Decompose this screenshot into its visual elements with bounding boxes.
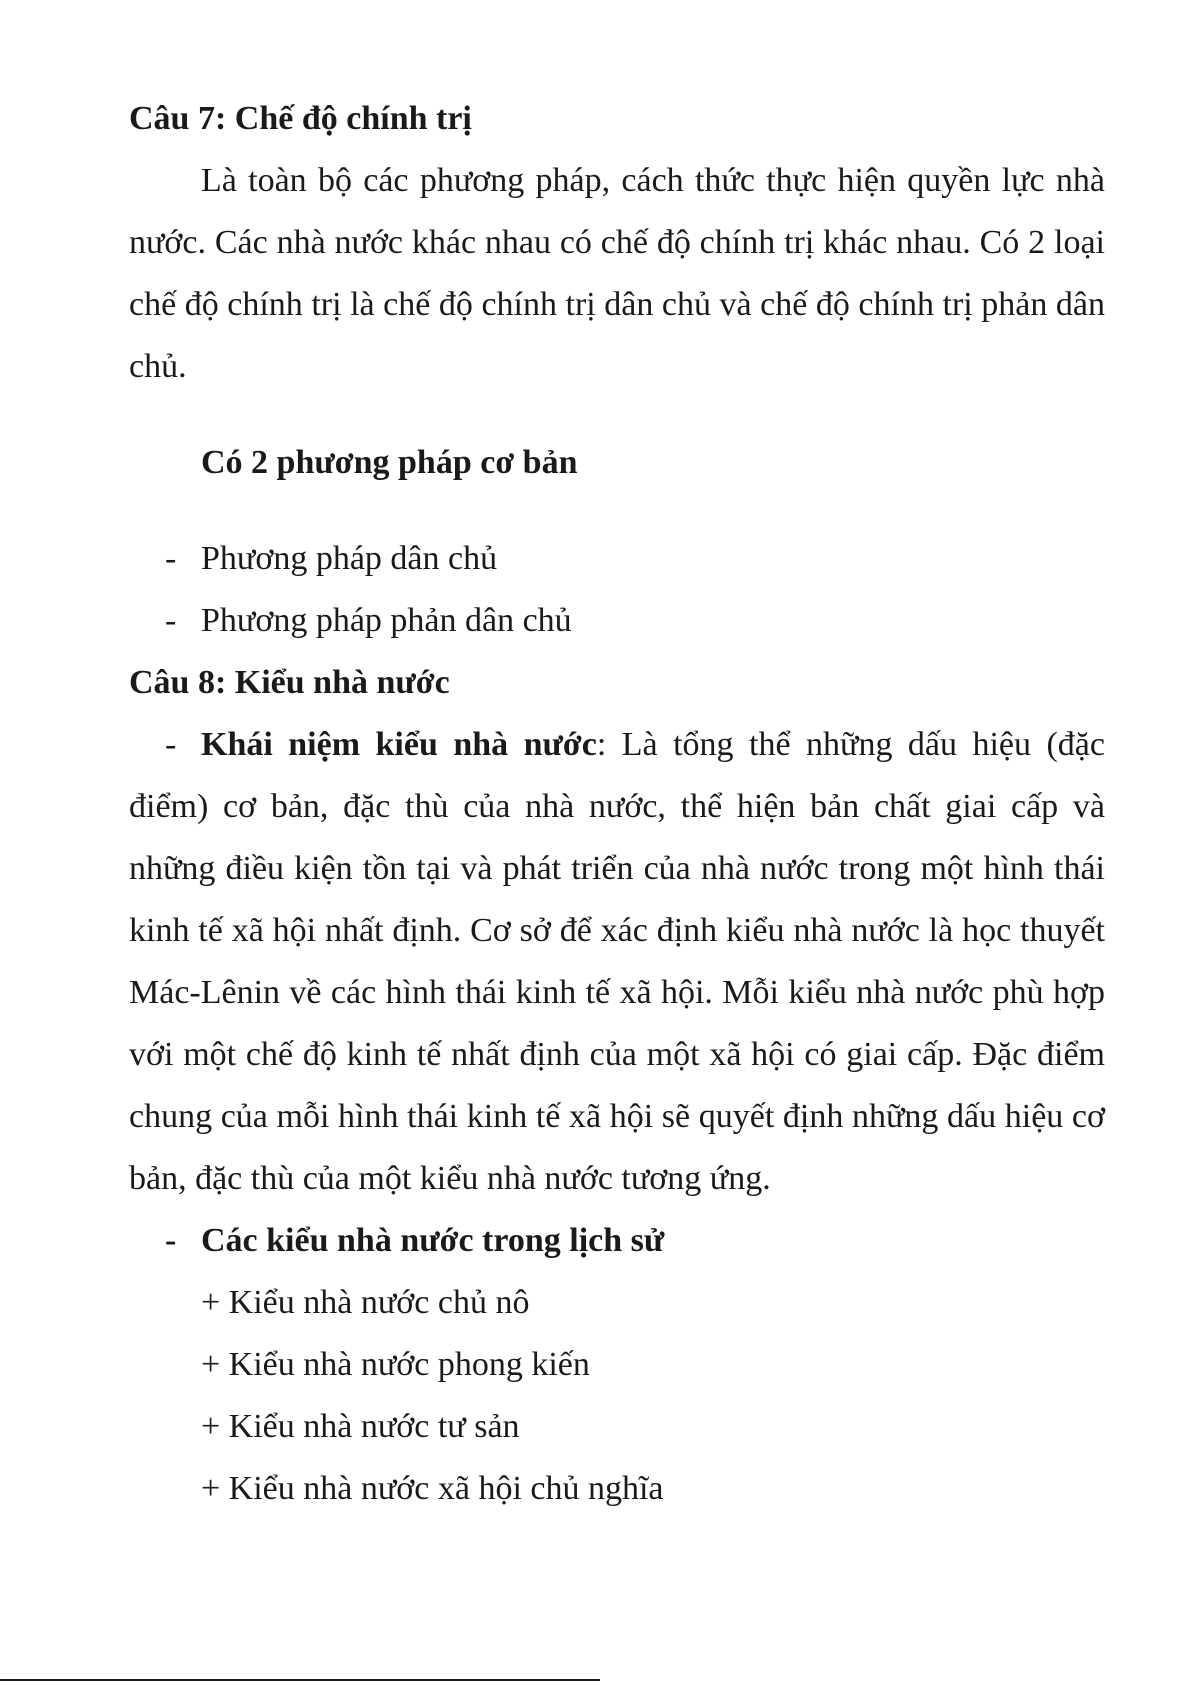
list-item-text: Phương pháp phản dân chủ xyxy=(201,602,572,639)
list-item: + Kiểu nhà nước xã hội chủ nghĩa xyxy=(201,1470,664,1507)
document-page xyxy=(129,88,1105,1520)
dash-bullet: - xyxy=(165,540,177,577)
dash-bullet: - xyxy=(165,726,177,763)
list-item: + Kiểu nhà nước phong kiến xyxy=(201,1346,590,1383)
footer-divider xyxy=(0,1679,600,1681)
list-item: + Kiểu nhà nước chủ nô xyxy=(201,1284,530,1321)
section-8-title: Câu 8: Kiểu nhà nước xyxy=(129,664,450,701)
dash-bullet: - xyxy=(165,602,177,639)
history-label: Các kiểu nhà nước trong lịch sử xyxy=(201,1222,665,1259)
concept-paragraph xyxy=(129,714,1105,1210)
section-7-paragraph: Là toàn bộ các phương pháp, cách thức thực hiện quyền lực nhà nước. Các nhà nước khác nhau có chế độ chính trị khác nhau. Có 2 loại chế độ chính trị là chế độ chính trị dân chủ và chế độ chính trị phản dân chủ. xyxy=(129,162,1105,385)
list-item-text: Phương pháp dân chủ xyxy=(201,540,498,577)
list-item xyxy=(129,528,1105,590)
concept-text: : Là tổng thể những dấu hiệu (đặc điểm) cơ bản, đặc thù của nhà nước, thể hiện bản chất giai cấp và những điều kiện tồn tại và phát triển của nhà nước trong một hình thái kinh tế xã hội nhất định. Cơ sở để xác định kiểu nhà nước là học thuyết Mác-Lênin về các hình thái kinh tế xã hội. Mỗi kiểu nhà nước phù hợp với một chế độ kinh tế nhất định của một xã hội có giai cấp. Đặc điểm chung của mỗi hình thái kinh tế xã hội sẽ quyết định những dấu hiệu cơ bản, đặc thù của một kiểu nhà nước tương ứng. xyxy=(129,726,1105,1197)
history-heading xyxy=(129,1210,1105,1272)
concept-label: Khái niệm kiểu nhà nước xyxy=(201,726,597,763)
dash-bullet: - xyxy=(165,1222,177,1259)
section-7-title: Câu 7: Chế độ chính trị xyxy=(129,100,472,137)
list-item xyxy=(129,590,1105,652)
section-7-subheading: Có 2 phương pháp cơ bản xyxy=(201,444,578,481)
list-item: + Kiểu nhà nước tư sản xyxy=(201,1408,520,1445)
